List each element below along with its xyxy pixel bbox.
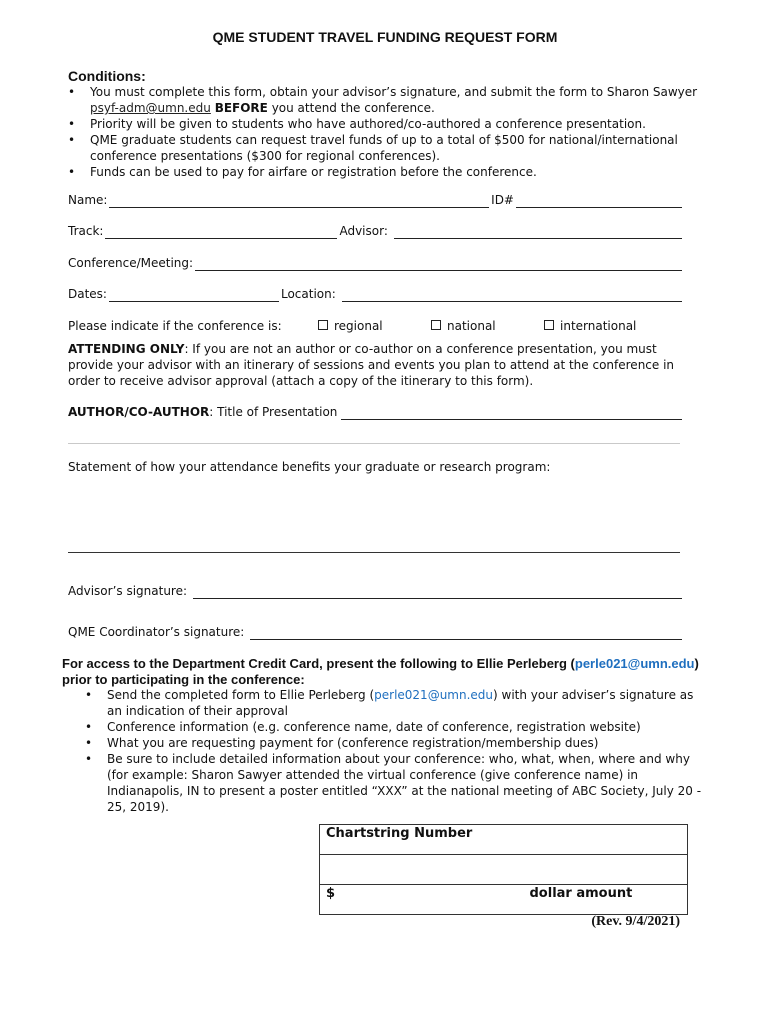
condition-item: • Priority will be given to students who have authored/co-authored a conference presentation.	[68, 116, 708, 132]
attending-only-paragraph: ATTENDING ONLY: If you are not an author or co-author on a conference presentation, you must provide your advisor with an itinerary of sessions and events you plan to attend at the conference in order to receive advisor approval (attach a copy of the itinerary to this form).	[68, 342, 675, 388]
dollar-amount-label: dollar amount	[529, 886, 633, 901]
revision-date: (Rev. 9/4/2021)	[591, 914, 680, 929]
location-field[interactable]	[342, 289, 682, 302]
chartstring-table	[319, 824, 688, 915]
credit-card-item: • Be sure to include detailed information about your conference: who, what, when, where and why (for example: Sharon Sawyer attended the virtual conference (give conference name) in Indianapolis, IN to present a poster entitled “XXX” at the national meeting of ABC Society, July 20 - 25, 2019).	[85, 751, 705, 815]
coordinator-signature-row	[68, 624, 684, 640]
chartstring-header: Chartstring Number	[320, 825, 688, 855]
credit-card-item: • What you are requesting payment for (conference registration/membership dues)	[85, 735, 705, 751]
credit-card-item: • Conference information (e.g. conference name, date of conference, registration website)	[85, 719, 705, 735]
conference-row	[68, 255, 684, 271]
name-label: Name:	[68, 193, 108, 207]
dollar-amount-field[interactable]	[320, 885, 688, 915]
conference-field[interactable]	[195, 258, 682, 271]
perleberg-email-link[interactable]: perle021@umn.edu	[574, 656, 695, 671]
credit-card-item: • Send the completed form to Ellie Perleberg (perle021@umn.edu) with your adviser’s signature as an indication of their approval	[85, 687, 705, 719]
advisor-signature-row	[68, 583, 684, 599]
id-label: ID#	[491, 193, 514, 207]
track-advisor-row	[68, 223, 684, 239]
condition-item: • QME graduate students can request travel funds of up to a total of $500 for national/international conference presentations ($300 for regional conferences).	[68, 132, 708, 164]
form-title: QME STUDENT TRAVEL FUNDING REQUEST FORM	[212, 29, 558, 45]
statement-field[interactable]	[68, 552, 680, 553]
author-row: AUTHOR/CO-AUTHOR: Title of Presentation	[68, 404, 684, 420]
dollar-sign: $	[326, 886, 336, 901]
checkbox-icon	[431, 320, 441, 330]
conditions-list	[68, 84, 708, 180]
id-field[interactable]	[516, 195, 682, 208]
dates-location-row	[68, 286, 684, 302]
presentation-title-field[interactable]	[341, 407, 682, 420]
coordinator-signature-field[interactable]	[250, 627, 682, 640]
author-label-bold: AUTHOR/CO-AUTHOR	[68, 405, 210, 419]
advisor-label: Advisor:	[339, 224, 388, 238]
name-field[interactable]	[109, 195, 489, 208]
name-id-row	[68, 192, 684, 208]
checkbox-icon	[544, 320, 554, 330]
coordinator-signature-label: QME Coordinator’s signature:	[68, 625, 245, 639]
chartstring-number-field[interactable]	[320, 855, 688, 885]
statement-label: Statement of how your attendance benefits your graduate or research program:	[68, 460, 551, 474]
checkbox-regional[interactable]: regional	[318, 318, 383, 334]
sawyer-email-link[interactable]: psyf-adm@umn.edu	[90, 101, 211, 115]
credit-card-heading: For access to the Department Credit Card, present the following to Ellie Perleberg (perle021@umn.edu) prior to participating in the conference:	[62, 656, 699, 687]
checkbox-international[interactable]: international	[544, 318, 636, 334]
condition-item: • Funds can be used to pay for airfare or registration before the conference.	[68, 164, 708, 180]
checkbox-icon	[318, 320, 328, 330]
condition-item: • You must complete this form, obtain your advisor’s signature, and submit the form to Sharon Sawyer psyf-adm@umn.edu BEFORE you attend the conference.	[68, 84, 708, 116]
advisor-field[interactable]	[394, 226, 682, 239]
presentation-title-line-2[interactable]	[68, 443, 680, 444]
conference-label: Conference/Meeting:	[68, 256, 194, 270]
track-field[interactable]	[105, 226, 337, 239]
location-label: Location:	[280, 287, 336, 301]
advisor-signature-field[interactable]	[193, 586, 682, 599]
conference-type-prompt: Please indicate if the conference is:	[68, 319, 282, 333]
track-label: Track:	[68, 224, 104, 238]
conditions-heading: Conditions:	[68, 68, 146, 84]
dates-field[interactable]	[109, 289, 279, 302]
credit-card-list	[85, 687, 705, 815]
dates-label: Dates:	[68, 287, 107, 301]
advisor-signature-label: Advisor’s signature:	[68, 584, 188, 598]
perleberg-email-link-2[interactable]: perle021@umn.edu	[374, 688, 494, 702]
checkbox-national[interactable]: national	[431, 318, 496, 334]
